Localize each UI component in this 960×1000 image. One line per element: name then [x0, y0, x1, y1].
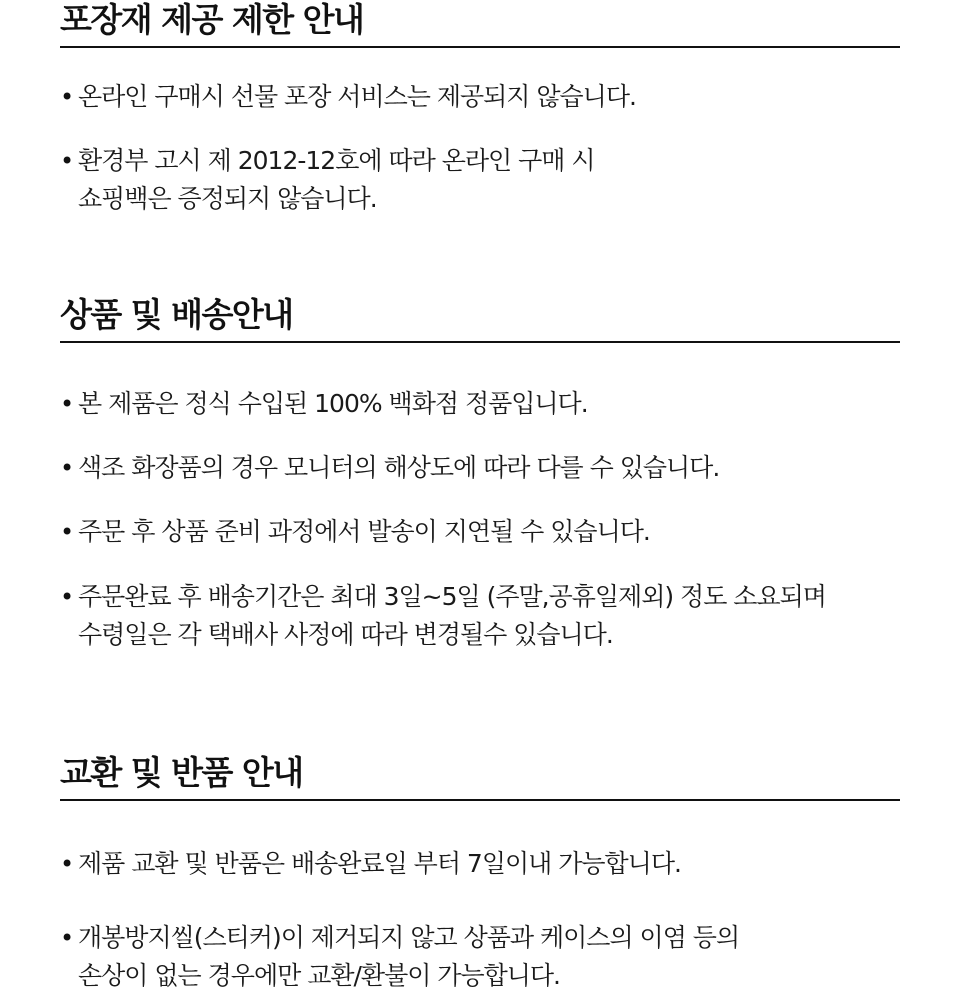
list-item: [60, 513, 900, 551]
bullet-icon: •: [60, 147, 75, 175]
packaging-notice-section: [60, 0, 900, 213]
list-item-text: 주문 후 상품 준비 과정에서 발송이 지연될 수 있습니다.: [78, 517, 650, 546]
bullet-icon: •: [60, 454, 75, 482]
section-divider: [60, 799, 900, 801]
list-item-text: 개봉방지씰(스티커)이 제거되지 않고 상품과 케이스의 이염 등의 손상이 없는 경우에만 교환/환불이 가능합니다.: [78, 923, 740, 990]
product-shipping-section: [60, 295, 900, 649]
bullet-icon: •: [60, 850, 75, 878]
bullet-icon: •: [60, 924, 75, 952]
list-item: [60, 919, 900, 995]
section-divider: [60, 341, 900, 343]
bullet-icon: •: [60, 518, 75, 546]
list-item-text: 색조 화장품의 경우 모니터의 해상도에 따라 다를 수 있습니다.: [78, 453, 720, 482]
section-divider: [60, 46, 900, 48]
list-item: [60, 578, 900, 654]
list-item: [60, 385, 900, 423]
section-title: 상품 및 배송안내: [60, 295, 293, 334]
list-item: [60, 142, 900, 218]
section-title: 교환 및 반품 안내: [60, 753, 303, 792]
list-item-text: 제품 교환 및 반품은 배송완료일 부터 7일이내 가능합니다.: [78, 849, 681, 878]
bullet-icon: •: [60, 83, 75, 111]
list-item: [60, 845, 900, 883]
list-item: [60, 449, 900, 487]
section-title: 포장재 제공 제한 안내: [60, 0, 364, 39]
list-item: [60, 78, 900, 116]
bullet-icon: •: [60, 390, 75, 418]
list-item-text: 주문완료 후 배송기간은 최대 3일~5일 (주말,공휴일제외) 정도 소요되며 수령일은 각 택배사 사정에 따라 변경될수 있습니다.: [78, 582, 826, 649]
list-item-text: 온라인 구매시 선물 포장 서비스는 제공되지 않습니다.: [78, 82, 636, 111]
exchange-return-section: [60, 753, 900, 990]
list-item-text: 환경부 고시 제 2012-12호에 따라 온라인 구매 시 쇼핑백은 증정되지 않습니다.: [78, 146, 595, 213]
list-item-text: 본 제품은 정식 수입된 100% 백화점 정품입니다.: [78, 389, 588, 418]
bullet-icon: •: [60, 583, 75, 611]
